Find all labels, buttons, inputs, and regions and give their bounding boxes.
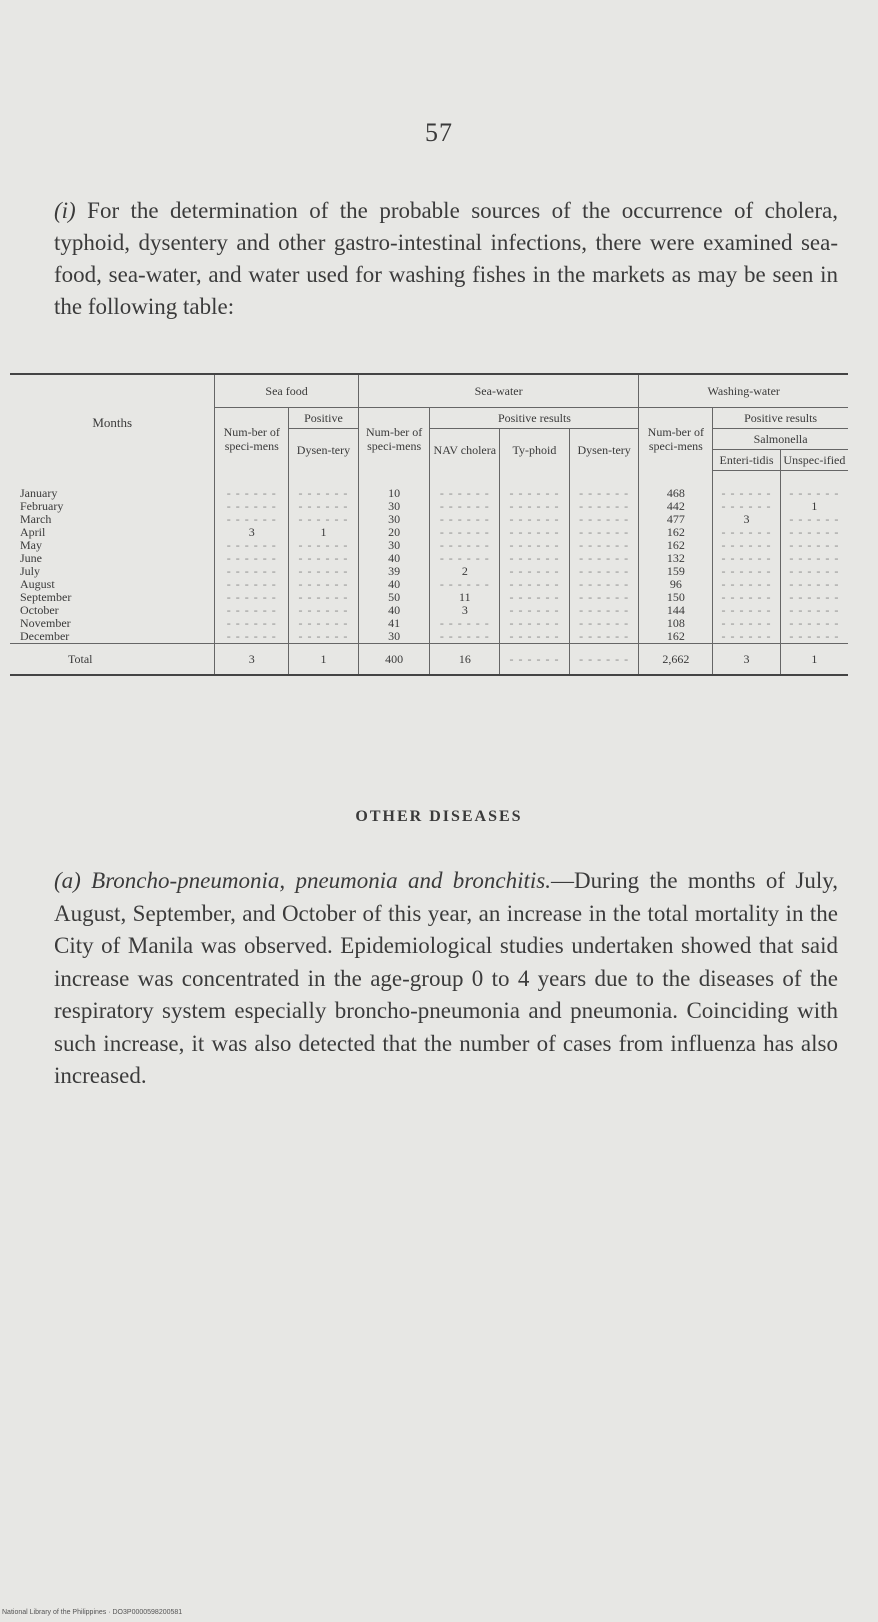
cell-sw-nav: [430, 471, 500, 501]
cell-ww-ent: [713, 552, 781, 565]
cell-ww-uns: [780, 513, 848, 526]
table-row: [10, 578, 848, 591]
empty-dash: - - - - - -: [439, 578, 490, 591]
cell-sw-dys: [569, 565, 639, 578]
cell-ww-ent: [713, 526, 781, 539]
cell-sw-num: 40: [358, 552, 430, 565]
table-row: [10, 513, 848, 526]
empty-dash: - - - - - -: [789, 578, 840, 591]
cell-sw-dys: [569, 617, 639, 630]
cell-sw-dys: [569, 591, 639, 604]
cell-sf-dys: [289, 565, 359, 578]
cell-sw-typ: [500, 591, 570, 604]
month-cell: September: [20, 591, 72, 604]
cell-sw-num: 41: [358, 617, 430, 630]
empty-dash: - - - - - -: [579, 485, 630, 500]
cell-ww-num: 162: [639, 539, 713, 552]
table-row: [10, 526, 848, 539]
empty-dash: - - - - - -: [226, 591, 277, 604]
month-cell: October: [20, 604, 59, 617]
cell-sw-num: 400: [358, 644, 430, 676]
intro-text: For the determination of the probable sources of the occurrence of cholera, typhoid, dysentery and other gastro-intestinal infections, there were examined sea-food, sea-water, and water used for washing fishes in the markets as may be seen in the following table:: [54, 198, 839, 319]
cell-ww-ent: [713, 539, 781, 552]
cell-sf-num: [215, 471, 289, 501]
empty-dash: - - - - - -: [298, 591, 349, 604]
header-unspecified: Unspec-ified: [780, 450, 848, 471]
cell-ww-ent: [713, 591, 781, 604]
cell-ww-uns: [780, 617, 848, 630]
cell-sf-num: [215, 500, 289, 513]
cell-sw-nav: 3: [430, 604, 500, 617]
cell-sw-typ: [500, 513, 570, 526]
month-cell: June: [20, 552, 42, 565]
total-row: [10, 644, 848, 676]
table-row: [10, 591, 848, 604]
empty-dash: - - - - - -: [439, 539, 490, 552]
empty-dash: - - - - - -: [226, 578, 277, 591]
cell-sw-num: 10: [358, 471, 430, 501]
empty-dash: - - - - - -: [579, 526, 630, 539]
cell-ww-num: 162: [639, 526, 713, 539]
cell-sw-typ: [500, 500, 570, 513]
cell-sf-dys: [289, 591, 359, 604]
header-sea-water: Sea-water: [358, 374, 639, 408]
header-sw-dysentery: Dysen-tery: [569, 429, 639, 471]
empty-dash: - - - - - -: [298, 500, 349, 513]
empty-dash: - - - - - -: [226, 565, 277, 578]
cell-sw-dys: [569, 539, 639, 552]
empty-dash: - - - - - -: [721, 591, 772, 604]
month-cell: April: [20, 526, 46, 539]
cell-ww-num: 150: [639, 591, 713, 604]
header-nav-cholera: NAV cholera: [430, 429, 500, 471]
cell-sf-dys: [289, 617, 359, 630]
cell-ww-num: 159: [639, 565, 713, 578]
header-sw-positive-results: Positive results: [430, 408, 639, 429]
empty-dash: - - - - - -: [789, 552, 840, 565]
cell-sw-nav: [430, 617, 500, 630]
cell-sw-typ: [500, 539, 570, 552]
cell-sf-dys: 1: [289, 644, 359, 676]
empty-dash: - - - - - -: [789, 486, 840, 500]
cell-sw-nav: [430, 500, 500, 513]
cell-sf-num: [215, 630, 289, 644]
cell-sf-num: [215, 591, 289, 604]
cell-ww-num: 2,662: [639, 644, 713, 676]
cell-ww-ent: [713, 630, 781, 644]
month-cell: July: [20, 565, 41, 578]
table-row: [10, 565, 848, 578]
empty-dash: - - - - - -: [439, 500, 490, 513]
header-enteritidis: Enteri-tidis: [713, 450, 781, 471]
cell-sf-num: [215, 552, 289, 565]
cell-ww-num: 468: [639, 471, 713, 501]
empty-dash: - - - - - -: [509, 630, 560, 643]
header-ww-specimens: Num-ber of speci-mens: [639, 408, 713, 471]
empty-dash: - - - - - -: [509, 526, 560, 539]
table-row: [10, 552, 848, 565]
empty-dash: - - - - - -: [721, 526, 772, 539]
cell-ww-ent: [713, 565, 781, 578]
cell-sf-num: [215, 578, 289, 591]
cell-ww-ent: [713, 500, 781, 513]
empty-dash: - - - - - -: [721, 630, 772, 643]
empty-dash: - - - - - -: [789, 539, 840, 552]
month-cell: December: [20, 630, 70, 643]
table-row: [10, 604, 848, 617]
empty-dash: - - - - - -: [509, 617, 560, 630]
header-sf-dysentery: Dysen-tery: [289, 429, 359, 471]
cell-sf-num: 3: [215, 526, 289, 539]
cell-sw-dys: [569, 604, 639, 617]
cell-sf-dys: [289, 604, 359, 617]
cell-sw-nav: [430, 539, 500, 552]
cell-sw-nav: 2: [430, 565, 500, 578]
month-cell: August: [20, 578, 55, 591]
cell-sw-num: 40: [358, 578, 430, 591]
empty-dash: - - - - - -: [509, 604, 560, 617]
empty-dash: - - - - - -: [721, 539, 772, 552]
month-cell: January: [20, 485, 58, 500]
cell-sf-dys: [289, 552, 359, 565]
empty-dash: - - - - - -: [721, 552, 772, 565]
empty-dash: - - - - - -: [509, 513, 560, 526]
cell-sw-nav: 11: [430, 591, 500, 604]
empty-dash: - - - - - -: [226, 513, 277, 526]
empty-dash: - - - - - -: [579, 578, 630, 591]
header-sf-specimens: Num-ber of speci-mens: [215, 408, 289, 471]
cell-ww-ent: 3: [713, 644, 781, 676]
empty-dash: - - - - - -: [226, 539, 277, 552]
empty-dash: - - - - - -: [579, 651, 630, 666]
empty-dash: - - - - - -: [579, 565, 630, 578]
empty-dash: - - - - - -: [439, 552, 490, 565]
cell-ww-num: 96: [639, 578, 713, 591]
empty-dash: - - - - - -: [226, 604, 277, 617]
cell-sf-dys: [289, 471, 359, 501]
empty-dash: - - - - - -: [226, 630, 277, 643]
empty-dash: - - - - - -: [439, 485, 490, 500]
empty-dash: - - - - - -: [789, 513, 840, 526]
empty-dash: - - - - - -: [298, 539, 349, 552]
cell-ww-ent: [713, 617, 781, 630]
empty-dash: - - - - - -: [509, 500, 560, 513]
header-ww-positive-results: Positive results: [713, 408, 848, 429]
cell-sf-num: [215, 513, 289, 526]
empty-dash: - - - - - -: [789, 526, 840, 539]
empty-dash: - - - - - -: [721, 500, 772, 513]
cell-sw-nav: [430, 526, 500, 539]
cell-ww-uns: [780, 539, 848, 552]
cell-sw-typ: [500, 644, 570, 676]
empty-dash: - - - - - -: [298, 578, 349, 591]
section-lead: Broncho-pneumonia, pneumonia and bronchitis.: [91, 868, 551, 893]
section-paragraph: [54, 865, 838, 1093]
cell-sw-num: 30: [358, 500, 430, 513]
empty-dash: - - - - - -: [721, 565, 772, 578]
empty-dash: - - - - - -: [789, 565, 840, 578]
cell-ww-ent: 3: [713, 513, 781, 526]
empty-dash: - - - - - -: [226, 552, 277, 565]
cell-sf-num: [215, 565, 289, 578]
cell-sw-dys: [569, 471, 639, 501]
header-months: Months: [92, 414, 133, 430]
cell-ww-uns: 1: [780, 500, 848, 513]
empty-dash: - - - - - -: [579, 500, 630, 513]
cell-sf-dys: [289, 578, 359, 591]
cell-sw-num: 20: [358, 526, 430, 539]
cell-ww-uns: [780, 604, 848, 617]
cell-sw-typ: [500, 630, 570, 644]
empty-dash: - - - - - -: [721, 578, 772, 591]
cell-sw-nav: [430, 578, 500, 591]
empty-dash: - - - - - -: [579, 604, 630, 617]
cell-sf-dys: [289, 630, 359, 644]
cell-sw-dys: [569, 644, 639, 676]
cell-sw-dys: [569, 500, 639, 513]
cell-ww-num: 108: [639, 617, 713, 630]
cell-sw-typ: [500, 552, 570, 565]
cell-ww-uns: [780, 526, 848, 539]
empty-dash: - - - - - -: [579, 591, 630, 604]
table-row: [10, 471, 848, 501]
cell-sw-dys: [569, 578, 639, 591]
empty-dash: - - - - - -: [509, 552, 560, 565]
intro-marker: (i): [54, 198, 76, 223]
empty-dash: - - - - - -: [226, 500, 277, 513]
header-sea-food: Sea food: [215, 374, 358, 408]
month-cell: February: [20, 500, 64, 513]
empty-dash: - - - - - -: [298, 552, 349, 565]
cell-sw-typ: [500, 617, 570, 630]
table-row: [10, 630, 848, 644]
empty-dash: - - - - - -: [579, 617, 630, 630]
header-typhoid: Ty-phoid: [500, 429, 570, 471]
cell-sw-num: 39: [358, 565, 430, 578]
total-label: Total: [10, 644, 215, 676]
cell-ww-num: 477: [639, 513, 713, 526]
empty-dash: - - - - - -: [298, 617, 349, 630]
cell-sf-num: [215, 604, 289, 617]
cell-ww-uns: 1: [780, 644, 848, 676]
header-washing-water: Washing-water: [639, 374, 848, 408]
section-text: —During the months of July, August, September, and October of this year, an increase in the total mortality in the City of Manila was observed. Epidemiological studies undertaken showed that said increase was concentrated in the age-group 0 to 4 years due to the diseases of the respiratory system especially broncho-pneumonia and pneumonia. Coinciding with such increase, it was also detected that the number of cases from influenza has also increased.: [54, 868, 839, 1088]
empty-dash: - - - - - -: [298, 513, 349, 526]
month-cell: November: [20, 617, 71, 630]
empty-dash: - - - - - -: [721, 604, 772, 617]
empty-dash: - - - - - -: [579, 513, 630, 526]
cell-sw-num: 40: [358, 604, 430, 617]
empty-dash: - - - - - -: [721, 486, 772, 500]
cell-sf-dys: [289, 513, 359, 526]
cell-sw-nav: [430, 513, 500, 526]
empty-dash: - - - - - -: [789, 617, 840, 630]
empty-dash: - - - - - -: [789, 591, 840, 604]
empty-dash: - - - - - -: [509, 578, 560, 591]
empty-dash: - - - - - -: [298, 604, 349, 617]
empty-dash: - - - - - -: [509, 485, 560, 500]
empty-dash: - - - - - -: [439, 630, 490, 643]
table-row: [10, 617, 848, 630]
cell-ww-num: 132: [639, 552, 713, 565]
cell-ww-uns: [780, 552, 848, 565]
page-number: 57: [425, 118, 453, 147]
header-sw-specimens: Num-ber of speci-mens: [358, 408, 430, 471]
empty-dash: - - - - - -: [579, 539, 630, 552]
section-marker: (a): [54, 868, 81, 893]
empty-dash: - - - - - -: [226, 485, 277, 500]
cell-sf-num: [215, 539, 289, 552]
cell-ww-num: 144: [639, 604, 713, 617]
cell-sf-dys: [289, 539, 359, 552]
intro-paragraph: [54, 195, 838, 323]
empty-dash: - - - - - -: [579, 552, 630, 565]
table-row: [10, 500, 848, 513]
month-cell: March: [20, 513, 52, 526]
cell-sw-num: 50: [358, 591, 430, 604]
cell-sw-nav: 16: [430, 644, 500, 676]
cell-sw-dys: [569, 513, 639, 526]
header-sf-positive: Positive: [289, 408, 359, 429]
empty-dash: - - - - - -: [509, 651, 560, 666]
table-row: [10, 539, 848, 552]
cell-sf-num: [215, 617, 289, 630]
cell-sf-dys: 1: [289, 526, 359, 539]
empty-dash: - - - - - -: [789, 630, 840, 643]
cell-sw-typ: [500, 565, 570, 578]
cell-ww-uns: [780, 630, 848, 644]
empty-dash: - - - - - -: [509, 591, 560, 604]
cell-ww-num: 442: [639, 500, 713, 513]
empty-dash: - - - - - -: [509, 539, 560, 552]
specimen-table: [10, 373, 848, 676]
empty-dash: - - - - - -: [579, 630, 630, 643]
cell-sw-typ: [500, 526, 570, 539]
cell-ww-num: 162: [639, 630, 713, 644]
cell-ww-uns: [780, 471, 848, 501]
cell-sw-typ: [500, 604, 570, 617]
month-cell: May: [20, 539, 42, 552]
cell-sw-nav: [430, 552, 500, 565]
cell-sw-dys: [569, 552, 639, 565]
cell-ww-ent: [713, 604, 781, 617]
empty-dash: - - - - - -: [298, 630, 349, 643]
empty-dash: - - - - - -: [298, 485, 349, 500]
cell-ww-uns: [780, 565, 848, 578]
library-stamp: National Library of the Philippines · DO3P0000598200581: [2, 1609, 183, 1616]
empty-dash: - - - - - -: [439, 513, 490, 526]
cell-ww-ent: [713, 471, 781, 501]
empty-dash: - - - - - -: [439, 617, 490, 630]
cell-sw-num: 30: [358, 513, 430, 526]
cell-ww-ent: [713, 578, 781, 591]
section-heading: OTHER DISEASES: [355, 808, 523, 825]
cell-ww-uns: [780, 578, 848, 591]
empty-dash: - - - - - -: [509, 565, 560, 578]
cell-sf-num: 3: [215, 644, 289, 676]
empty-dash: - - - - - -: [721, 617, 772, 630]
empty-dash: - - - - - -: [226, 617, 277, 630]
header-salmonella: Salmonella: [713, 429, 848, 450]
empty-dash: - - - - - -: [298, 565, 349, 578]
cell-sw-nav: [430, 630, 500, 644]
empty-dash: - - - - - -: [439, 526, 490, 539]
cell-sw-dys: [569, 526, 639, 539]
cell-sw-num: 30: [358, 539, 430, 552]
cell-sw-typ: [500, 471, 570, 501]
empty-dash: - - - - - -: [789, 604, 840, 617]
cell-ww-uns: [780, 591, 848, 604]
cell-sw-dys: [569, 630, 639, 644]
cell-sf-dys: [289, 500, 359, 513]
cell-sw-typ: [500, 578, 570, 591]
cell-sw-num: 30: [358, 630, 430, 644]
